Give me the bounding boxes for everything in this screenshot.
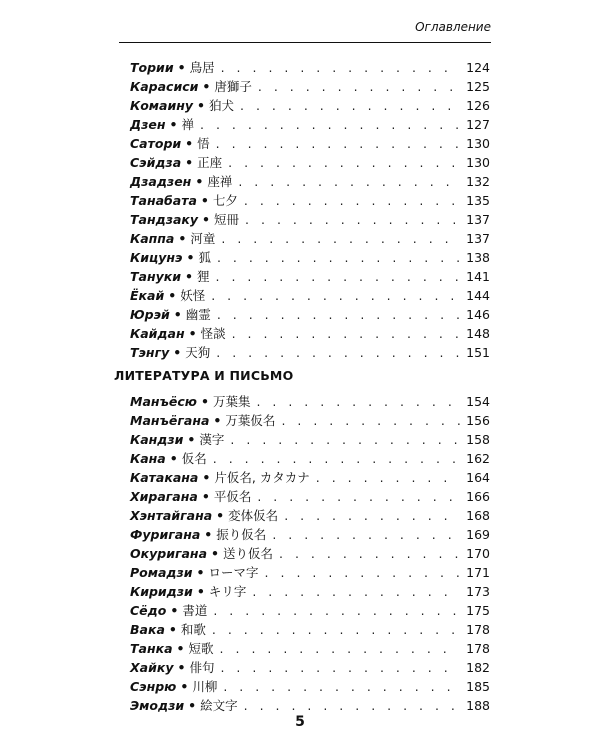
toc-entry	[130, 248, 490, 267]
toc-entry-japanese: 和歌	[180, 622, 206, 637]
dot-leader	[240, 96, 460, 115]
toc-entry-term: Сэйдза	[130, 155, 182, 170]
toc-entry	[130, 506, 490, 525]
toc-entry	[130, 210, 490, 229]
dot-leader	[221, 58, 461, 77]
dot-leader	[211, 286, 460, 305]
toc-entry-japanese: 狸	[197, 269, 210, 284]
toc-entry-japanese: 正座	[197, 155, 223, 170]
bullet-separator: •	[197, 98, 206, 113]
toc-entry-japanese: 片仮名, カタカナ	[214, 470, 310, 485]
bullet-separator: •	[202, 470, 211, 485]
dot-leader	[213, 601, 460, 620]
toc-entry-page: 158	[466, 432, 490, 447]
toc-entry-page: 126	[466, 98, 490, 113]
toc-entry-term: Танабата	[130, 193, 197, 208]
toc-entry-japanese: 唐獅子	[214, 79, 252, 94]
dot-leader	[223, 677, 460, 696]
toc-entry-page: 182	[466, 660, 490, 675]
bullet-separator: •	[177, 60, 186, 75]
toc-entry-japanese: 万葉仮名	[225, 413, 276, 428]
toc-entry-term: Карасиси	[130, 79, 199, 94]
toc-entry-term: Хэнтайгана	[130, 508, 213, 523]
toc-entry-page: 154	[466, 394, 490, 409]
toc-entry-japanese: 万葉集	[212, 394, 251, 409]
toc-entry-term: Манъёсю	[130, 394, 197, 409]
toc-entry-page: 178	[466, 622, 490, 637]
section-title: ЛИТЕРАТУРА И ПИСЬМО	[114, 368, 294, 383]
bullet-separator: •	[168, 288, 177, 303]
toc-entry-page: 166	[466, 489, 490, 504]
toc-entry-page: 138	[466, 250, 490, 265]
toc-entry	[130, 267, 490, 286]
dot-leader	[244, 191, 460, 210]
toc-entry	[130, 525, 490, 544]
toc-entry-term: Кицунэ	[130, 250, 183, 265]
toc-entry-japanese: 送り仮名	[223, 546, 274, 561]
bullet-separator: •	[200, 394, 209, 409]
toc-entry	[130, 305, 490, 324]
toc-entry-term: Танка	[130, 641, 173, 656]
toc-entry	[130, 620, 490, 639]
toc-entry-page: 127	[466, 117, 490, 132]
toc-entry-japanese: 禅	[181, 117, 195, 132]
bullet-separator: •	[169, 451, 178, 466]
toc-entry-page: 169	[466, 527, 490, 542]
toc-entry-page: 148	[466, 326, 490, 341]
toc-entry-term: Хирагана	[130, 489, 198, 504]
toc-entry-japanese: 座禅	[207, 174, 233, 189]
toc-entry	[130, 77, 490, 96]
toc-entry-term: Окуригана	[130, 546, 208, 561]
dot-leader	[216, 343, 460, 362]
toc-entry-page: 132	[466, 174, 490, 189]
toc-entry-term: Тандзаку	[130, 212, 199, 227]
dot-leader	[217, 248, 460, 267]
bullet-separator: •	[216, 508, 225, 523]
toc-entry	[130, 468, 490, 487]
dot-leader	[257, 487, 460, 506]
toc-entry-japanese: 平仮名	[213, 489, 252, 504]
toc-entry-page: 135	[466, 193, 490, 208]
toc-entry-term: Ромадзи	[130, 565, 193, 580]
toc-entry-japanese: 短冊	[214, 212, 240, 227]
bullet-separator: •	[177, 660, 186, 675]
toc-entry-term: Вака	[130, 622, 165, 637]
toc-entry	[130, 392, 490, 411]
bullet-separator: •	[185, 136, 194, 151]
toc-entry-term: Фуригана	[130, 527, 201, 542]
bullet-separator: •	[187, 432, 196, 447]
toc-entry	[130, 582, 490, 601]
toc-entry-japanese: 俳句	[189, 660, 215, 675]
toc-entry-japanese: 仮名	[181, 451, 207, 466]
toc-entry-japanese: 漢字	[199, 432, 225, 447]
bullet-separator: •	[178, 231, 187, 246]
toc-entry-page: 168	[466, 508, 490, 523]
toc-entry-term: Дзен	[130, 117, 166, 132]
dot-leader	[220, 639, 461, 658]
bullet-separator: •	[180, 679, 189, 694]
bullet-separator: •	[169, 117, 178, 132]
bullet-separator: •	[195, 174, 204, 189]
toc-entry	[130, 563, 490, 582]
toc-entry-japanese: ローマ字	[208, 565, 259, 580]
toc-entry-page: 137	[466, 212, 490, 227]
toc-entry	[130, 601, 490, 620]
toc-entry-term: Кайдан	[130, 326, 185, 341]
toc-entry-japanese: 絵文字	[200, 698, 238, 713]
dot-leader	[272, 525, 460, 544]
bullet-separator: •	[202, 212, 211, 227]
toc-entry	[130, 153, 490, 172]
toc-entry	[130, 639, 490, 658]
toc-entry-term: Каппа	[130, 231, 175, 246]
toc-entry-page: 151	[466, 345, 490, 360]
bullet-separator: •	[200, 193, 209, 208]
toc-entry-page: 185	[466, 679, 490, 694]
toc-entry	[130, 677, 490, 696]
toc-entry-page: 188	[466, 698, 490, 713]
dot-leader	[216, 134, 460, 153]
toc-entry-term: Хайку	[130, 660, 174, 675]
toc-entry-term: Киридзи	[130, 584, 193, 599]
toc-entry-term: Юрэй	[130, 307, 170, 322]
page-number: 5	[295, 714, 305, 730]
dot-leader	[279, 544, 460, 563]
toc-entry-japanese: 妖怪	[180, 288, 206, 303]
toc-entry-japanese: 河童	[190, 231, 216, 246]
dot-leader	[244, 696, 461, 715]
bullet-separator: •	[185, 269, 193, 284]
toc-entry-page: 125	[466, 79, 490, 94]
toc-section-1	[130, 58, 490, 362]
toc-entry-page: 170	[466, 546, 490, 561]
toc-entry-page: 124	[466, 60, 490, 75]
dot-leader	[284, 506, 460, 525]
toc-entry	[130, 544, 490, 563]
dot-leader	[232, 324, 461, 343]
toc-entry-japanese: 振り仮名	[216, 527, 267, 542]
toc-entry-japanese: 天狗	[185, 345, 211, 360]
toc-entry-japanese: 書道	[182, 603, 208, 618]
toc-entry	[130, 430, 490, 449]
dot-leader	[258, 77, 460, 96]
toc-entry	[130, 115, 490, 134]
toc-entry-term: Кандзи	[130, 432, 184, 447]
bullet-separator: •	[186, 250, 195, 265]
toc-entry	[130, 229, 490, 248]
toc-entry-japanese: 狐	[198, 250, 211, 265]
toc-entry-page: 144	[466, 288, 490, 303]
toc-entry-term: Сэнрю	[130, 679, 177, 694]
bullet-separator: •	[204, 527, 213, 542]
toc-entry-term: Тэнгу	[130, 345, 170, 360]
dot-leader	[228, 153, 460, 172]
toc-entry-term: Катакана	[130, 470, 199, 485]
toc-entry-page: 175	[466, 603, 490, 618]
dot-leader	[245, 210, 460, 229]
toc-entry-term: Тануки	[130, 269, 181, 284]
bullet-separator: •	[176, 641, 185, 656]
toc-entry-japanese: 短歌	[188, 641, 214, 656]
toc-entry-japanese: 鳥居	[189, 60, 215, 75]
dot-leader	[252, 582, 460, 601]
bullet-separator: •	[213, 413, 222, 428]
toc-entry-term: Эмодзи	[130, 698, 185, 713]
toc-entry-term: Комаину	[130, 98, 194, 113]
toc-entry	[130, 696, 490, 715]
header-rule	[119, 42, 491, 43]
bullet-separator: •	[196, 584, 205, 599]
toc-entry-page: 164	[466, 470, 490, 485]
toc-entry-page: 171	[466, 565, 490, 580]
bullet-separator: •	[196, 565, 205, 580]
dot-leader	[281, 411, 460, 430]
dot-leader	[265, 563, 461, 582]
toc-entry	[130, 172, 490, 191]
toc-entry-page: 137	[466, 231, 490, 246]
toc-entry	[130, 96, 490, 115]
dot-leader	[221, 229, 460, 248]
toc-entry	[130, 324, 490, 343]
toc-entry-term: Сатори	[130, 136, 182, 151]
toc-entry	[130, 134, 490, 153]
toc-entry-term: Сёдо	[130, 603, 167, 618]
toc-entry-page: 178	[466, 641, 490, 656]
toc-entry-page: 173	[466, 584, 490, 599]
toc-entry	[130, 343, 490, 362]
toc-entry-page: 146	[466, 307, 490, 322]
toc-entry-page: 141	[466, 269, 490, 284]
bullet-separator: •	[188, 698, 197, 713]
dot-leader	[213, 449, 460, 468]
toc-entry	[130, 658, 490, 677]
bullet-separator: •	[211, 546, 220, 561]
dot-leader	[238, 172, 460, 191]
toc-entry	[130, 449, 490, 468]
bullet-separator: •	[168, 622, 177, 637]
bullet-separator: •	[173, 307, 182, 322]
toc-section-2	[130, 392, 490, 715]
dot-leader	[256, 392, 460, 411]
bullet-separator: •	[185, 155, 194, 170]
toc-entry-japanese: 怪談	[200, 326, 226, 341]
toc-entry	[130, 411, 490, 430]
toc-entry-japanese: 川柳	[192, 679, 218, 694]
dot-leader	[217, 305, 460, 324]
toc-entry-japanese: 狛犬	[209, 98, 235, 113]
toc-entry	[130, 58, 490, 77]
toc-entry-term: Тории	[130, 60, 174, 75]
bullet-separator: •	[173, 345, 182, 360]
toc-entry	[130, 191, 490, 210]
toc-entry-page: 130	[466, 136, 490, 151]
bullet-separator: •	[201, 489, 210, 504]
toc-entry-page: 156	[466, 413, 490, 428]
toc-entry-japanese: 七夕	[212, 193, 238, 208]
dot-leader	[316, 468, 460, 487]
toc-entry-japanese: 幽霊	[185, 307, 211, 322]
toc-entry-page: 162	[466, 451, 490, 466]
toc-entry-japanese: キリ字	[208, 584, 247, 599]
toc-entry	[130, 487, 490, 506]
toc-entry	[130, 286, 490, 305]
toc-entry-term: Манъёгана	[130, 413, 210, 428]
dot-leader	[212, 620, 460, 639]
toc-entry-japanese: 悟	[197, 136, 210, 151]
dot-leader	[200, 115, 460, 134]
toc-entry-page: 130	[466, 155, 490, 170]
bullet-separator: •	[170, 603, 179, 618]
dot-leader	[230, 430, 460, 449]
dot-leader	[216, 267, 461, 286]
toc-entry-term: Дзадзен	[130, 174, 192, 189]
toc-entry-term: Ёкай	[130, 288, 165, 303]
toc-entry-term: Кана	[130, 451, 166, 466]
bullet-separator: •	[188, 326, 197, 341]
bullet-separator: •	[202, 79, 211, 94]
running-header: Оглавление	[415, 20, 491, 34]
dot-leader	[220, 658, 460, 677]
toc-entry-japanese: 変体仮名	[228, 508, 279, 523]
